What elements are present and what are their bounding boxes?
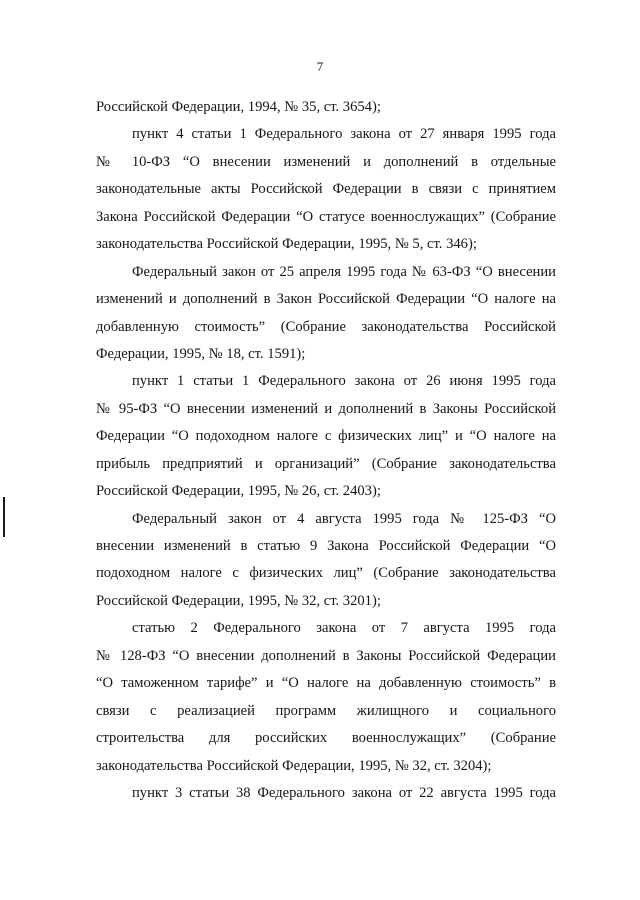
text-line: законодательные акты Российской Федерации в связи с принятием <box>96 181 556 198</box>
text-line: Российской Федерации, 1995, № 26, ст. 2403); <box>96 483 381 500</box>
text-line: пункт 1 статьи 1 Федерального закона от 26 июня 1995 года <box>132 373 556 390</box>
text-line: внесении изменений в статью 9 Закона Российской Федерации “О <box>96 538 556 554</box>
text-line: изменений и дополнений в Закон Российской Федерации “О налоге на <box>96 291 556 308</box>
margin-mark <box>3 497 5 537</box>
text-line: № 10-ФЗ “О внесении изменений и дополнений в отдельные <box>96 153 556 170</box>
text-line: добавленную стоимость” (Собрание законодательства Российской <box>96 318 556 335</box>
text-line: пункт 3 статьи 38 Федерального закона от 22 августа 1995 года <box>132 784 556 801</box>
text-line: Российской Федерации, 1995, № 32, ст. 3201); <box>96 592 381 609</box>
text-line: Российской Федерации, 1994, № 35, ст. 3654); <box>96 99 381 115</box>
text-line: статью 2 Федерального закона от 7 августа 1995 года <box>132 620 556 637</box>
text-line: Федерации “О подоходном налоге с физических лиц” и “О налоге на <box>96 428 556 445</box>
text-line: Закона Российской Федерации “О статусе военнослужащих” (Собрание <box>96 208 556 225</box>
text-line: № 128-ФЗ “О внесении дополнений в Законы Российской Федерации <box>96 647 556 664</box>
text-line: Федеральный закон от 25 апреля 1995 года № 63-ФЗ “О внесении <box>132 263 556 280</box>
text-line: законодательства Российской Федерации, 1995, № 32, ст. 3204); <box>96 757 492 774</box>
text-line: Федерации, 1995, № 18, ст. 1591); <box>96 345 306 362</box>
text-line: прибыль предприятий и организаций” (Собрание законодательства <box>96 455 556 472</box>
text-line: подоходном налоге с физических лиц” (Собрание законодательства <box>96 565 556 582</box>
text-line: связи с реализацией программ жилищного и социального <box>96 702 556 719</box>
text-line: пункт 4 статьи 1 Федерального закона от 27 января 1995 года <box>132 126 556 143</box>
text-line: строительства для российских военнослужащих” (Собрание <box>96 730 556 747</box>
document-body <box>96 94 556 807</box>
text-line: “О таможенном тарифе” и “О налоге на добавленную стоимость” в <box>96 675 556 692</box>
page-number: 7 <box>316 59 324 74</box>
text-line: № 95-ФЗ “О внесении изменений и дополнений в Законы Российской <box>96 400 556 417</box>
text-line: законодательства Российской Федерации, 1995, № 5, ст. 346); <box>96 236 477 253</box>
text-line: Федеральный закон от 4 августа 1995 года № 125-ФЗ “О <box>132 510 556 527</box>
